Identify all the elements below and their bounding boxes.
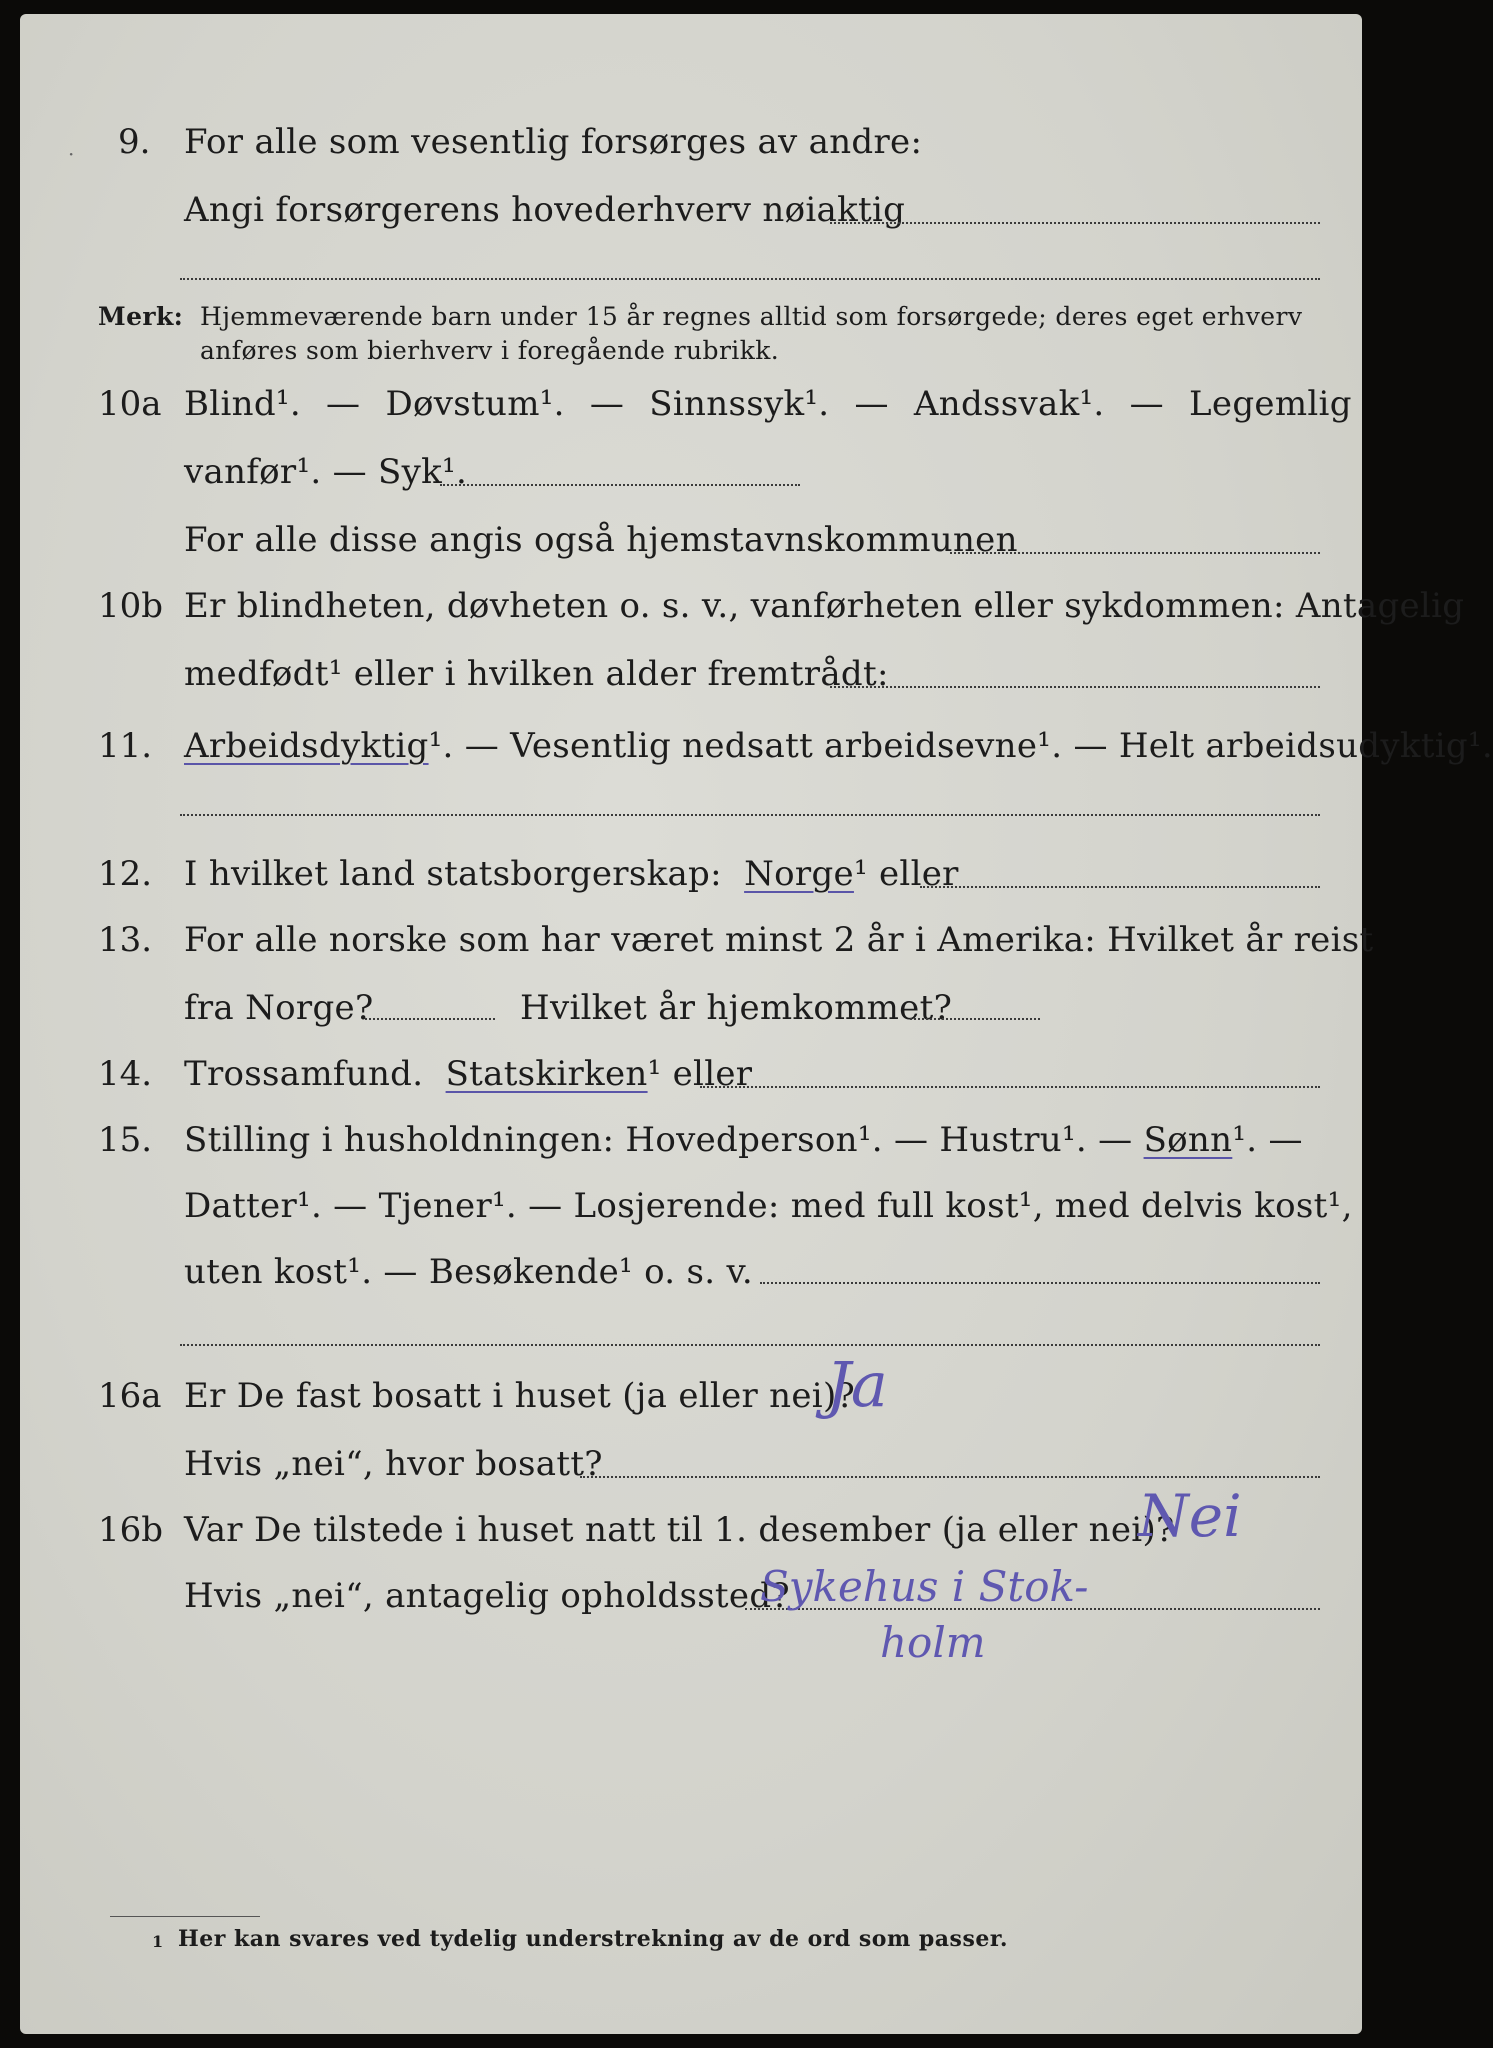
q14-answer-line [700,1086,1320,1088]
q9-answer-line-2 [180,278,1320,280]
q10b-line2: medfødt¹ eller i hvilken alder fremtrådt: [184,654,889,694]
q16b-number: 16b [98,1510,164,1550]
q15-underlined-answer: Sønn [1143,1120,1233,1160]
q13-year-left-line [365,1018,495,1020]
q16a-number: 16a [98,1376,162,1416]
q13-line2b: Hvilket år hjemkommet? [520,988,953,1028]
q9-answer-line [830,222,1320,224]
q16a-answer-line [580,1476,1320,1478]
q9-number: 9. [118,122,151,162]
q11-number: 11. [98,726,153,766]
q12-post: ¹ eller [853,854,959,894]
q11-rest: ¹. — Vesentlig nedsatt arbeidsevne¹. — Helt arbeidsudyktig¹. [428,726,1493,766]
q10a-line2: vanfør¹. — Syk¹. [184,452,468,492]
q14-pre: Trossamfund. [184,1054,424,1094]
q11-text [184,726,1493,766]
q13-year-returned-line [910,1018,1040,1020]
q16a-handwritten-answer: Ja [826,1348,888,1421]
footnote-text: Her kan svares ved tydelig understrekning av de ord som passer. [178,1926,1009,1952]
q16b-handwritten-place-1: Sykehus i Stok- [760,1562,1089,1611]
q9-line1: For alle som vesentlig forsørges av andre: [184,122,923,162]
q14-number: 14. [98,1054,153,1094]
margin-mark: · [68,142,75,166]
merk-line2: anføres som bierhverv i foregående rubrikk. [200,336,780,365]
q13-line1: For alle norske som har været minst 2 år i Amerika: Hvilket år reist [184,920,1374,960]
q14-post: ¹ eller [647,1054,753,1094]
q15-line1c: ¹. — [1232,1120,1303,1160]
q10b-number: 10b [98,586,164,626]
q16b-line1: Var De tilstede i huset natt til 1. desember (ja eller nei)? [184,1510,1175,1550]
q10b-answer-line [830,686,1320,688]
q12-text [184,854,959,894]
q14-underlined-answer: Statskirken [445,1054,648,1094]
q10b-line1: Er blindheten, døvheten o. s. v., vanførheten eller sykdommen: Antagelig [184,586,1465,626]
footnote-rule [110,1916,260,1917]
q14-text [184,1054,752,1094]
census-form-page [20,14,1493,2034]
q15-answer-line [760,1282,1320,1284]
q15-line3: uten kost¹. — Besøkende¹ o. s. v. [184,1252,754,1292]
q12-answer-line [920,886,1320,888]
q16b-handwritten-answer: Nei [1138,1482,1242,1550]
q16b-handwritten-place-2: holm [880,1618,986,1667]
q11-underlined-answer: Arbeidsdyktig [184,726,429,766]
q15-line1a: Stilling i husholdningen: Hovedperson¹. — Hustru¹. — [184,1120,1133,1160]
q16b-line2: Hvis „nei“, antagelig opholdssted? [184,1576,790,1616]
merk-label: Merk: [98,302,184,331]
q13-number: 13. [98,920,153,960]
q12-underlined-answer: Norge [744,854,854,894]
q12-number: 12. [98,854,153,894]
q10a-answer-line [440,484,800,486]
q10a-municipality-line [950,552,1320,554]
q9-line2: Angi forsørgerens hovederhverv nøiaktig [184,190,906,230]
q16a-line1: Er De fast bosatt i huset (ja eller nei)? [184,1376,856,1416]
q10a-line3: For alle disse angis også hjemstavnskommunen [184,520,1018,560]
q10a-line1: Blind¹. — Døvstum¹. — Sinnssyk¹. — Andssvak¹. — Legemlig [184,384,1352,424]
q13-line2a: fra Norge? [184,988,374,1028]
q10a-number: 10a [98,384,162,424]
q15-line1 [184,1120,1303,1160]
footnote-marker: 1 [152,1932,164,1951]
q12-pre: I hvilket land statsborgerskap: [184,854,722,894]
q15-number: 15. [98,1120,153,1160]
q11-answer-line [180,814,1320,816]
q16a-line2: Hvis „nei“, hvor bosatt? [184,1444,603,1484]
q15-answer-line-2 [180,1344,1320,1346]
merk-line1: Hjemmeværende barn under 15 år regnes alltid som forsørgede; deres eget erhverv [200,302,1303,331]
q15-line2: Datter¹. — Tjener¹. — Losjerende: med full kost¹, med delvis kost¹, [184,1186,1353,1226]
